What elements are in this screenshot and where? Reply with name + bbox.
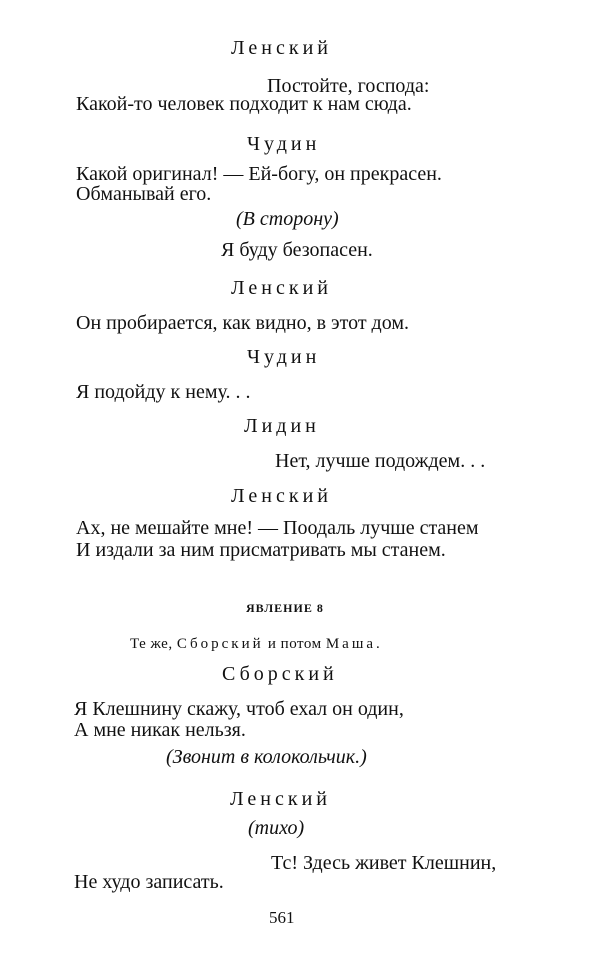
speaker-lensky: Ленский <box>230 788 332 810</box>
verse-line: Я буду безопасен. <box>221 239 373 261</box>
speaker-lensky: Ленский <box>231 485 333 507</box>
speaker-chudin: Чудин <box>247 346 321 368</box>
verse-line: Ах, не мешайте мне! — Поодаль лучше станем <box>76 517 479 539</box>
stage-direction: (В сторону) <box>236 208 339 230</box>
verse-line: Нет, лучше подождем. . . <box>275 450 486 472</box>
cast-text: Те же, <box>130 636 173 652</box>
stage-direction: (Звонит в колокольчик.) <box>166 746 367 768</box>
speaker-sborsky: Сборский <box>222 663 338 685</box>
verse-line: И издали за ним присматривать мы станем. <box>76 539 446 561</box>
speaker-chudin: Чудин <box>247 133 321 155</box>
speaker-lensky: Ленский <box>231 37 333 59</box>
verse-line: Я Клешнину скажу, чтоб ехал он один, <box>74 698 404 720</box>
verse-line: Обманывай его. <box>76 183 212 205</box>
scene-heading: ЯВЛЕНИЕ 8 <box>246 601 324 615</box>
scene-cast <box>130 632 383 656</box>
verse-line: Не худо записать. <box>74 871 224 893</box>
cast-name: Маша. <box>325 636 383 652</box>
speaker-lidin: Лидин <box>244 415 320 437</box>
verse-line: Тс! Здесь живет Клешнин, <box>271 852 497 874</box>
page-number: 561 <box>269 908 295 927</box>
verse-line: Какой-то человек подходит к нам сюда. <box>76 93 412 115</box>
verse-line: Я подойду к нему. . . <box>76 381 251 403</box>
speaker-lensky: Ленский <box>231 277 333 299</box>
verse-line: Постойте, господа: <box>267 75 430 97</box>
cast-text: и потом <box>267 636 322 652</box>
verse-line: Какой оригинал! — Ей-богу, он прекрасен. <box>76 163 442 185</box>
verse-line: Он пробирается, как видно, в этот дом. <box>76 312 410 334</box>
cast-name: Сборский <box>176 636 264 652</box>
verse-line: А мне никак нельзя. <box>74 719 246 741</box>
stage-direction: (тихо) <box>248 817 305 839</box>
